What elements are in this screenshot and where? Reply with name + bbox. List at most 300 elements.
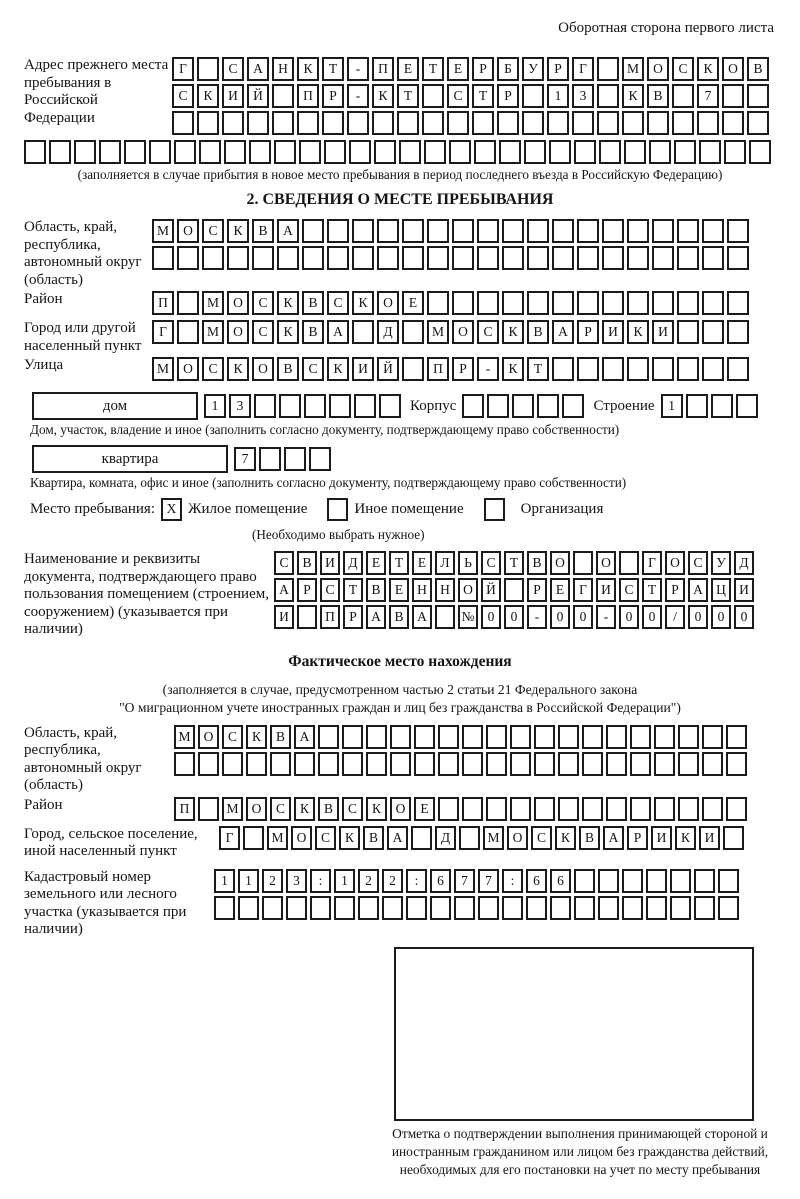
char-cell[interactable]: О bbox=[665, 551, 685, 575]
char-cell[interactable] bbox=[197, 111, 219, 135]
char-cell[interactable]: К bbox=[372, 84, 394, 108]
char-cell[interactable]: К bbox=[246, 725, 267, 749]
char-cell[interactable]: С bbox=[688, 551, 708, 575]
char-cell[interactable] bbox=[224, 140, 246, 164]
char-cell[interactable] bbox=[486, 797, 507, 821]
char-cell[interactable] bbox=[422, 84, 444, 108]
char-cell[interactable]: Т bbox=[527, 357, 549, 381]
char-cell[interactable] bbox=[24, 140, 46, 164]
char-cell[interactable] bbox=[324, 140, 346, 164]
char-cell[interactable]: В bbox=[363, 826, 384, 850]
char-cell[interactable]: М bbox=[483, 826, 504, 850]
char-cell[interactable]: Р bbox=[472, 57, 494, 81]
char-cell[interactable]: О bbox=[177, 357, 199, 381]
char-cell[interactable]: К bbox=[502, 320, 524, 344]
char-cell[interactable]: : bbox=[310, 869, 331, 893]
char-cell[interactable] bbox=[678, 797, 699, 821]
char-cell[interactable]: К bbox=[697, 57, 719, 81]
char-cell[interactable] bbox=[598, 896, 619, 920]
char-cell[interactable] bbox=[702, 797, 723, 821]
char-cell[interactable]: - bbox=[477, 357, 499, 381]
char-cell[interactable]: В bbox=[579, 826, 600, 850]
char-cell[interactable]: 3 bbox=[286, 869, 307, 893]
char-cell[interactable]: В bbox=[747, 57, 769, 81]
char-cell[interactable] bbox=[699, 140, 721, 164]
char-cell[interactable] bbox=[654, 725, 675, 749]
char-cell[interactable]: У bbox=[522, 57, 544, 81]
char-cell[interactable]: А bbox=[552, 320, 574, 344]
char-cell[interactable]: С bbox=[477, 320, 499, 344]
char-cell[interactable] bbox=[414, 725, 435, 749]
char-cell[interactable]: Ь bbox=[458, 551, 478, 575]
char-cell[interactable]: И bbox=[699, 826, 720, 850]
char-cell[interactable]: Й bbox=[247, 84, 269, 108]
char-cell[interactable]: С bbox=[320, 578, 340, 602]
char-cell[interactable] bbox=[677, 246, 699, 270]
char-cell[interactable]: В bbox=[302, 291, 324, 315]
char-cell[interactable] bbox=[402, 246, 424, 270]
char-cell[interactable] bbox=[349, 140, 371, 164]
stay-option-organization-checkbox[interactable] bbox=[484, 498, 505, 521]
char-cell[interactable] bbox=[477, 219, 499, 243]
char-cell[interactable]: 0 bbox=[711, 605, 731, 629]
char-cell[interactable]: Г bbox=[152, 320, 174, 344]
char-cell[interactable]: Л bbox=[435, 551, 455, 575]
char-cell[interactable]: - bbox=[347, 57, 369, 81]
char-cell[interactable] bbox=[630, 752, 651, 776]
char-cell[interactable]: : bbox=[406, 869, 427, 893]
char-cell[interactable]: Е bbox=[414, 797, 435, 821]
char-cell[interactable]: О bbox=[596, 551, 616, 575]
char-cell[interactable]: О bbox=[227, 320, 249, 344]
char-cell[interactable]: И bbox=[320, 551, 340, 575]
char-cell[interactable] bbox=[627, 357, 649, 381]
char-cell[interactable]: Й bbox=[481, 578, 501, 602]
char-cell[interactable] bbox=[499, 140, 521, 164]
char-cell[interactable] bbox=[238, 896, 259, 920]
char-cell[interactable] bbox=[726, 725, 747, 749]
char-cell[interactable]: Т bbox=[389, 551, 409, 575]
char-cell[interactable]: 1 bbox=[661, 394, 683, 418]
char-cell[interactable] bbox=[677, 357, 699, 381]
char-cell[interactable] bbox=[172, 111, 194, 135]
char-cell[interactable]: К bbox=[197, 84, 219, 108]
char-cell[interactable]: К bbox=[675, 826, 696, 850]
char-cell[interactable]: С bbox=[252, 320, 274, 344]
char-cell[interactable] bbox=[526, 896, 547, 920]
char-cell[interactable] bbox=[747, 111, 769, 135]
char-cell[interactable] bbox=[411, 826, 432, 850]
char-cell[interactable] bbox=[327, 219, 349, 243]
char-cell[interactable] bbox=[549, 140, 571, 164]
char-cell[interactable] bbox=[502, 291, 524, 315]
char-cell[interactable] bbox=[124, 140, 146, 164]
char-cell[interactable] bbox=[747, 84, 769, 108]
char-cell[interactable]: 1 bbox=[547, 84, 569, 108]
char-cell[interactable] bbox=[174, 140, 196, 164]
char-cell[interactable] bbox=[302, 246, 324, 270]
char-cell[interactable]: 2 bbox=[382, 869, 403, 893]
char-cell[interactable] bbox=[527, 246, 549, 270]
char-cell[interactable]: Г bbox=[573, 578, 593, 602]
char-cell[interactable] bbox=[174, 752, 195, 776]
char-cell[interactable] bbox=[152, 246, 174, 270]
char-cell[interactable]: С bbox=[252, 291, 274, 315]
char-cell[interactable]: Т bbox=[422, 57, 444, 81]
char-cell[interactable] bbox=[606, 797, 627, 821]
char-cell[interactable] bbox=[597, 84, 619, 108]
char-cell[interactable] bbox=[722, 111, 744, 135]
char-cell[interactable] bbox=[486, 752, 507, 776]
char-cell[interactable] bbox=[726, 752, 747, 776]
char-cell[interactable]: К bbox=[627, 320, 649, 344]
char-cell[interactable]: С bbox=[172, 84, 194, 108]
char-cell[interactable] bbox=[749, 140, 771, 164]
char-cell[interactable] bbox=[652, 291, 674, 315]
char-cell[interactable] bbox=[459, 826, 480, 850]
char-cell[interactable] bbox=[574, 140, 596, 164]
char-cell[interactable] bbox=[74, 140, 96, 164]
char-cell[interactable] bbox=[582, 752, 603, 776]
char-cell[interactable] bbox=[649, 140, 671, 164]
char-cell[interactable]: Р bbox=[577, 320, 599, 344]
char-cell[interactable] bbox=[342, 725, 363, 749]
char-cell[interactable] bbox=[497, 111, 519, 135]
char-cell[interactable] bbox=[606, 752, 627, 776]
char-cell[interactable] bbox=[438, 725, 459, 749]
char-cell[interactable] bbox=[522, 111, 544, 135]
char-cell[interactable]: О bbox=[252, 357, 274, 381]
char-cell[interactable]: К bbox=[294, 797, 315, 821]
char-cell[interactable]: Т bbox=[472, 84, 494, 108]
char-cell[interactable] bbox=[374, 140, 396, 164]
char-cell[interactable] bbox=[259, 447, 281, 471]
char-cell[interactable]: А bbox=[247, 57, 269, 81]
char-cell[interactable] bbox=[630, 797, 651, 821]
char-cell[interactable]: М bbox=[174, 725, 195, 749]
char-cell[interactable]: М bbox=[427, 320, 449, 344]
char-cell[interactable] bbox=[672, 111, 694, 135]
char-cell[interactable] bbox=[252, 246, 274, 270]
char-cell[interactable] bbox=[222, 111, 244, 135]
char-cell[interactable]: К bbox=[277, 320, 299, 344]
char-cell[interactable] bbox=[297, 605, 317, 629]
char-cell[interactable]: О bbox=[227, 291, 249, 315]
char-cell[interactable]: О bbox=[377, 291, 399, 315]
char-cell[interactable] bbox=[390, 725, 411, 749]
char-cell[interactable] bbox=[602, 219, 624, 243]
char-cell[interactable] bbox=[327, 246, 349, 270]
char-cell[interactable] bbox=[602, 246, 624, 270]
char-cell[interactable] bbox=[199, 140, 221, 164]
char-cell[interactable] bbox=[552, 246, 574, 270]
char-cell[interactable]: С bbox=[202, 357, 224, 381]
char-cell[interactable]: В bbox=[270, 725, 291, 749]
char-cell[interactable]: К bbox=[277, 291, 299, 315]
char-cell[interactable]: 2 bbox=[358, 869, 379, 893]
char-cell[interactable]: 3 bbox=[229, 394, 251, 418]
char-cell[interactable] bbox=[402, 357, 424, 381]
char-cell[interactable] bbox=[727, 320, 749, 344]
char-cell[interactable]: 0 bbox=[573, 605, 593, 629]
char-cell[interactable] bbox=[574, 869, 595, 893]
char-cell[interactable] bbox=[214, 896, 235, 920]
char-cell[interactable] bbox=[478, 896, 499, 920]
char-cell[interactable] bbox=[627, 246, 649, 270]
char-cell[interactable] bbox=[286, 896, 307, 920]
char-cell[interactable] bbox=[630, 725, 651, 749]
char-cell[interactable] bbox=[678, 725, 699, 749]
char-cell[interactable]: О bbox=[452, 320, 474, 344]
char-cell[interactable] bbox=[702, 752, 723, 776]
char-cell[interactable] bbox=[670, 896, 691, 920]
char-cell[interactable] bbox=[422, 111, 444, 135]
char-cell[interactable] bbox=[652, 219, 674, 243]
char-cell[interactable]: 1 bbox=[214, 869, 235, 893]
char-cell[interactable] bbox=[347, 111, 369, 135]
char-cell[interactable]: 0 bbox=[688, 605, 708, 629]
char-cell[interactable]: А bbox=[412, 605, 432, 629]
char-cell[interactable]: К bbox=[227, 219, 249, 243]
char-cell[interactable]: Т bbox=[343, 578, 363, 602]
char-cell[interactable] bbox=[358, 896, 379, 920]
char-cell[interactable] bbox=[302, 219, 324, 243]
char-cell[interactable] bbox=[646, 896, 667, 920]
char-cell[interactable] bbox=[537, 394, 559, 418]
char-cell[interactable] bbox=[674, 140, 696, 164]
char-cell[interactable] bbox=[722, 84, 744, 108]
char-cell[interactable] bbox=[524, 140, 546, 164]
char-cell[interactable] bbox=[547, 111, 569, 135]
char-cell[interactable] bbox=[558, 797, 579, 821]
char-cell[interactable]: Ц bbox=[711, 578, 731, 602]
char-cell[interactable] bbox=[197, 57, 219, 81]
char-cell[interactable] bbox=[274, 140, 296, 164]
char-cell[interactable] bbox=[727, 219, 749, 243]
char-cell[interactable] bbox=[402, 219, 424, 243]
char-cell[interactable]: С bbox=[222, 57, 244, 81]
char-cell[interactable]: А bbox=[294, 725, 315, 749]
char-cell[interactable]: М bbox=[202, 291, 224, 315]
char-cell[interactable]: О bbox=[647, 57, 669, 81]
char-cell[interactable] bbox=[202, 246, 224, 270]
char-cell[interactable]: С bbox=[619, 578, 639, 602]
char-cell[interactable] bbox=[510, 725, 531, 749]
char-cell[interactable] bbox=[149, 140, 171, 164]
char-cell[interactable] bbox=[619, 551, 639, 575]
char-cell[interactable] bbox=[558, 752, 579, 776]
char-cell[interactable] bbox=[723, 826, 744, 850]
char-cell[interactable] bbox=[654, 797, 675, 821]
char-cell[interactable] bbox=[654, 752, 675, 776]
char-cell[interactable] bbox=[427, 219, 449, 243]
char-cell[interactable]: В bbox=[318, 797, 339, 821]
char-cell[interactable] bbox=[602, 357, 624, 381]
char-cell[interactable] bbox=[622, 111, 644, 135]
char-cell[interactable] bbox=[198, 752, 219, 776]
char-cell[interactable] bbox=[449, 140, 471, 164]
char-cell[interactable] bbox=[622, 869, 643, 893]
char-cell[interactable]: В bbox=[527, 551, 547, 575]
char-cell[interactable]: И bbox=[222, 84, 244, 108]
char-cell[interactable]: Д bbox=[377, 320, 399, 344]
char-cell[interactable]: Р bbox=[547, 57, 569, 81]
char-cell[interactable]: А bbox=[603, 826, 624, 850]
char-cell[interactable]: О bbox=[458, 578, 478, 602]
char-cell[interactable]: В bbox=[297, 551, 317, 575]
char-cell[interactable]: Е bbox=[402, 291, 424, 315]
char-cell[interactable]: С bbox=[327, 291, 349, 315]
char-cell[interactable] bbox=[254, 394, 276, 418]
char-cell[interactable]: 7 bbox=[234, 447, 256, 471]
char-cell[interactable]: Е bbox=[397, 57, 419, 81]
char-cell[interactable]: М bbox=[152, 219, 174, 243]
char-cell[interactable] bbox=[354, 394, 376, 418]
char-cell[interactable]: И bbox=[602, 320, 624, 344]
char-cell[interactable] bbox=[366, 752, 387, 776]
char-cell[interactable]: 1 bbox=[334, 869, 355, 893]
char-cell[interactable] bbox=[597, 111, 619, 135]
char-cell[interactable]: Р bbox=[665, 578, 685, 602]
char-cell[interactable]: 3 bbox=[572, 84, 594, 108]
char-cell[interactable]: М bbox=[222, 797, 243, 821]
char-cell[interactable] bbox=[702, 246, 724, 270]
char-cell[interactable]: 0 bbox=[504, 605, 524, 629]
char-cell[interactable]: О bbox=[507, 826, 528, 850]
char-cell[interactable] bbox=[550, 896, 571, 920]
char-cell[interactable] bbox=[727, 291, 749, 315]
char-cell[interactable] bbox=[247, 111, 269, 135]
char-cell[interactable]: В bbox=[527, 320, 549, 344]
char-cell[interactable]: Е bbox=[447, 57, 469, 81]
char-cell[interactable]: Р bbox=[297, 578, 317, 602]
char-cell[interactable] bbox=[366, 725, 387, 749]
char-cell[interactable] bbox=[447, 111, 469, 135]
char-cell[interactable]: А bbox=[387, 826, 408, 850]
char-cell[interactable]: М bbox=[267, 826, 288, 850]
char-cell[interactable] bbox=[177, 320, 199, 344]
char-cell[interactable] bbox=[582, 797, 603, 821]
char-cell[interactable] bbox=[502, 246, 524, 270]
char-cell[interactable]: / bbox=[665, 605, 685, 629]
char-cell[interactable] bbox=[504, 578, 524, 602]
char-cell[interactable]: Н bbox=[435, 578, 455, 602]
char-cell[interactable]: М bbox=[152, 357, 174, 381]
char-cell[interactable] bbox=[624, 140, 646, 164]
char-cell[interactable] bbox=[606, 725, 627, 749]
char-cell[interactable] bbox=[402, 320, 424, 344]
char-cell[interactable] bbox=[472, 111, 494, 135]
char-cell[interactable]: О bbox=[198, 725, 219, 749]
char-cell[interactable] bbox=[718, 869, 739, 893]
char-cell[interactable] bbox=[454, 896, 475, 920]
char-cell[interactable] bbox=[377, 246, 399, 270]
char-cell[interactable] bbox=[399, 140, 421, 164]
char-cell[interactable]: 0 bbox=[642, 605, 662, 629]
char-cell[interactable]: 7 bbox=[697, 84, 719, 108]
char-cell[interactable] bbox=[577, 291, 599, 315]
char-cell[interactable] bbox=[462, 797, 483, 821]
char-cell[interactable] bbox=[177, 246, 199, 270]
char-cell[interactable] bbox=[502, 219, 524, 243]
char-cell[interactable] bbox=[512, 394, 534, 418]
char-cell[interactable] bbox=[424, 140, 446, 164]
char-cell[interactable]: Р bbox=[452, 357, 474, 381]
char-cell[interactable]: А bbox=[327, 320, 349, 344]
char-cell[interactable] bbox=[702, 219, 724, 243]
char-cell[interactable]: П bbox=[320, 605, 340, 629]
char-cell[interactable] bbox=[462, 394, 484, 418]
char-cell[interactable] bbox=[284, 447, 306, 471]
char-cell[interactable]: Й bbox=[377, 357, 399, 381]
char-cell[interactable]: А bbox=[366, 605, 386, 629]
char-cell[interactable]: Е bbox=[389, 578, 409, 602]
char-cell[interactable] bbox=[227, 246, 249, 270]
char-cell[interactable] bbox=[249, 140, 271, 164]
char-cell[interactable] bbox=[477, 291, 499, 315]
char-cell[interactable]: 0 bbox=[550, 605, 570, 629]
char-cell[interactable]: С bbox=[202, 219, 224, 243]
char-cell[interactable]: Т bbox=[322, 57, 344, 81]
char-cell[interactable]: А bbox=[277, 219, 299, 243]
char-cell[interactable] bbox=[599, 140, 621, 164]
char-cell[interactable]: Р bbox=[343, 605, 363, 629]
char-cell[interactable]: О bbox=[291, 826, 312, 850]
char-cell[interactable] bbox=[646, 869, 667, 893]
char-cell[interactable] bbox=[702, 291, 724, 315]
char-cell[interactable]: : bbox=[502, 869, 523, 893]
char-cell[interactable]: Р bbox=[627, 826, 648, 850]
char-cell[interactable] bbox=[686, 394, 708, 418]
char-cell[interactable] bbox=[270, 752, 291, 776]
char-cell[interactable]: 1 bbox=[204, 394, 226, 418]
char-cell[interactable] bbox=[694, 869, 715, 893]
char-cell[interactable]: С bbox=[270, 797, 291, 821]
char-cell[interactable]: А bbox=[274, 578, 294, 602]
char-cell[interactable]: Т bbox=[504, 551, 524, 575]
char-cell[interactable] bbox=[352, 246, 374, 270]
char-cell[interactable] bbox=[694, 896, 715, 920]
char-cell[interactable] bbox=[318, 752, 339, 776]
char-cell[interactable] bbox=[697, 111, 719, 135]
char-cell[interactable]: П bbox=[372, 57, 394, 81]
char-cell[interactable]: В bbox=[647, 84, 669, 108]
char-cell[interactable] bbox=[527, 219, 549, 243]
char-cell[interactable]: С bbox=[672, 57, 694, 81]
char-cell[interactable]: И bbox=[651, 826, 672, 850]
char-cell[interactable] bbox=[438, 752, 459, 776]
char-cell[interactable]: К bbox=[352, 291, 374, 315]
char-cell[interactable] bbox=[279, 394, 301, 418]
char-cell[interactable]: Г bbox=[172, 57, 194, 81]
char-cell[interactable]: Е bbox=[550, 578, 570, 602]
char-cell[interactable] bbox=[406, 896, 427, 920]
stay-option-other-checkbox[interactable] bbox=[327, 498, 348, 521]
char-cell[interactable]: - bbox=[347, 84, 369, 108]
char-cell[interactable] bbox=[670, 869, 691, 893]
char-cell[interactable] bbox=[627, 291, 649, 315]
char-cell[interactable] bbox=[390, 752, 411, 776]
char-cell[interactable] bbox=[552, 219, 574, 243]
char-cell[interactable]: 0 bbox=[619, 605, 639, 629]
char-cell[interactable]: И bbox=[352, 357, 374, 381]
char-cell[interactable] bbox=[577, 219, 599, 243]
char-cell[interactable] bbox=[622, 896, 643, 920]
char-cell[interactable] bbox=[342, 752, 363, 776]
char-cell[interactable]: С bbox=[315, 826, 336, 850]
char-cell[interactable] bbox=[678, 752, 699, 776]
char-cell[interactable] bbox=[318, 725, 339, 749]
